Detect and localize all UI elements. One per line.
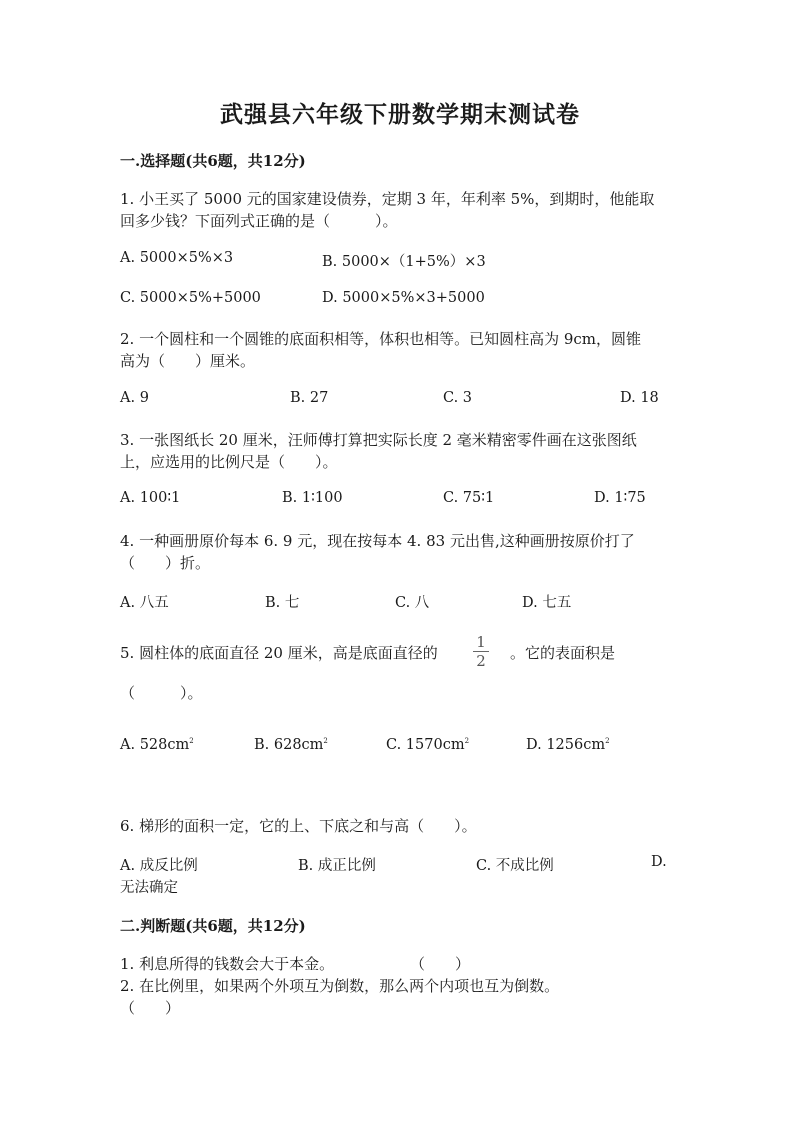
question-2-option-a: A. 9 [120, 390, 149, 406]
question-2-option-c: C. 3 [443, 390, 473, 406]
question-3-line-2: 上，应选用的比例尺是（ ）。 [120, 453, 338, 471]
question-2-line-1: 2. 一个圆柱和一个圆锥的底面积相等，体积也相等。已知圆柱高为 9cm，圆锥 [120, 330, 642, 348]
judge-1-blank: （ ） [410, 955, 471, 973]
question-6-option-d: D. [651, 854, 667, 870]
question-6-option-a: A. 成反比例 [120, 858, 198, 874]
question-6-line-1: 6. 梯形的面积一定，它的上、下底之和与高（ ）。 [120, 817, 477, 835]
judge-2-line-2: （ ） [120, 999, 181, 1017]
question-1-line-1: 1. 小王买了 5000 元的国家建设债券，定期 3 年，年利率 5%，到期时，他能取 [120, 190, 655, 208]
fraction-numerator: 1 [476, 633, 486, 651]
question-3-option-a: A. 100∶1 [120, 490, 181, 506]
page-title: 武强县六年级下册数学期末测试卷 [220, 101, 580, 128]
question-4-line-1: 4. 一种画册原价每本 6. 9 元，现在按每本 4. 83 元出售,这种画册按原价打了 [120, 532, 635, 550]
judge-2-line-1: 2. 在比例里，如果两个外项互为倒数，那么两个内项也互为倒数。 [120, 977, 560, 995]
question-3-option-b: B. 1∶100 [282, 490, 343, 506]
question-3-option-c: C. 75∶1 [443, 490, 495, 506]
one-half-fraction [473, 634, 489, 669]
question-1-option-d: D. 5000×5%×3+5000 [322, 290, 485, 306]
question-6-option-b: B. 成正比例 [298, 858, 376, 874]
question-2-option-d: D. 18 [620, 390, 659, 406]
question-6-option-c: C. 不成比例 [476, 858, 554, 874]
fraction-denominator: 2 [476, 652, 486, 670]
question-4-option-b: B. 七 [265, 595, 300, 611]
question-3-line-1: 3. 一张图纸长 20 厘米，汪师傅打算把实际长度 2 毫米精密零件画在这张图纸 [120, 431, 637, 449]
question-1-option-c: C. 5000×5%+5000 [120, 290, 261, 306]
judge-1-text: 1. 利息所得的钱数会大于本金。 [120, 955, 335, 973]
question-4-line-2: （ ）折。 [120, 554, 211, 572]
question-2-line-2: 高为（ ）厘米。 [120, 352, 256, 370]
question-1-option-a: A. 5000×5%×3 [120, 250, 234, 266]
question-4-option-a: A. 八五 [120, 595, 169, 611]
question-6-option-d-text: 无法确定 [120, 880, 178, 896]
question-1-line-2: 回多少钱？下面列式正确的是（ ）。 [120, 212, 398, 230]
question-5-line-2: （ ）。 [120, 684, 203, 702]
question-1-option-b: B. 5000×（1+5%）×3 [322, 254, 486, 270]
question-5-line-1: 5. 圆柱体的底面直径 20 厘米，高是底面直径的 [120, 644, 438, 662]
question-5-option-c: C. $1570cm^2$ [386, 737, 470, 753]
question-5-line-1-end: 。它的表面积是 [510, 644, 616, 662]
question-4-option-d: D. 七五 [522, 595, 572, 611]
section-heading-choice: 一.选择题(共6题，共12分) [120, 152, 306, 170]
section-heading-judge: 二.判断题(共6题，共12分) [120, 917, 306, 935]
question-4-option-c: C. 八 [395, 595, 430, 611]
question-5-option-a: A. $528cm^2$ [120, 737, 194, 753]
question-3-option-d: D. 1∶75 [594, 490, 646, 506]
question-5-option-b: B. $628cm^2$ [254, 737, 328, 753]
question-2-option-b: B. 27 [290, 390, 329, 406]
question-5-option-d: D. $1256cm^2$ [526, 737, 610, 753]
